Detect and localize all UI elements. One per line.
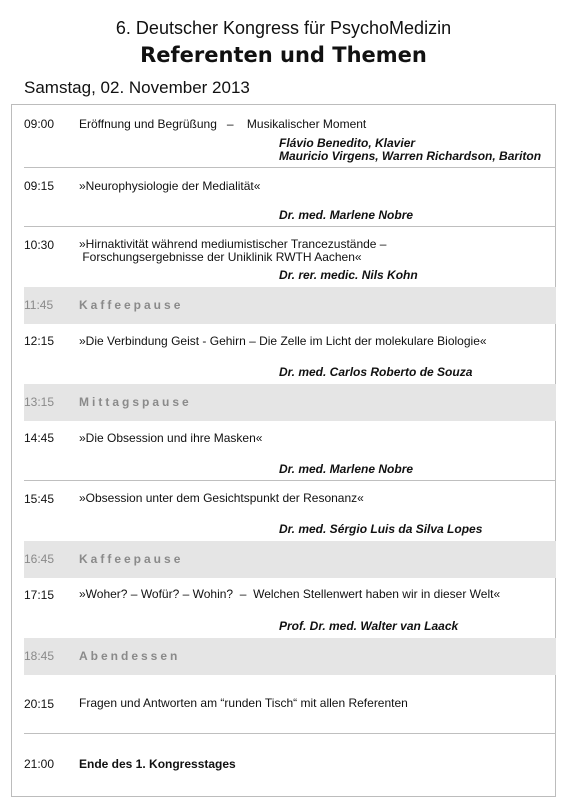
divider — [24, 733, 556, 734]
time-1315: 13:15 — [24, 395, 55, 409]
break-label-1845: Abendessen — [79, 649, 181, 663]
topic-1030-line1: »Hirnaktivität während mediumistischer Trancezustände – — [79, 237, 387, 251]
time-2015: 20:15 — [24, 697, 55, 711]
break-label-1145: Kaffeepause — [79, 298, 184, 312]
time-1645: 16:45 — [24, 552, 55, 566]
time-1145: 11:45 — [24, 298, 54, 312]
speaker-0900-a: Flávio Benedito, Klavier — [279, 136, 416, 150]
program-date: Samstag, 02. November 2013 — [24, 78, 250, 97]
time-1030: 10:30 — [24, 238, 55, 252]
program-table — [11, 104, 556, 797]
topic-0915: »Neurophysiologie der Medialität« — [79, 179, 261, 193]
end-of-day: Ende des 1. Kongresstages — [79, 757, 236, 771]
time-1445: 14:45 — [24, 431, 55, 445]
time-0915: 09:15 — [24, 179, 55, 193]
time-1715: 17:15 — [24, 588, 55, 602]
time-1845: 18:45 — [24, 649, 55, 663]
break-row-1145 — [24, 287, 556, 324]
topic-1715: »Woher? – Wofür? – Wohin? – Welchen Stellenwert haben wir in dieser Welt« — [79, 587, 501, 601]
break-row-1315 — [24, 384, 556, 421]
time-0900: 09:00 — [24, 117, 55, 131]
divider — [24, 167, 556, 168]
speaker-0915: Dr. med. Marlene Nobre — [279, 208, 414, 222]
congress-title: 6. Deutscher Kongress für PsychoMedizin — [115, 18, 452, 38]
break-row-1645 — [24, 541, 556, 578]
topic-1445: »Die Obsession und ihre Masken« — [79, 431, 263, 445]
topic-1030-line2: Forschungsergebnisse der Uniklinik RWTH Aachen« — [79, 250, 362, 264]
break-row-1845 — [24, 638, 556, 675]
speaker-1030: Dr. rer. medic. Nils Kohn — [279, 268, 418, 282]
time-1215: 12:15 — [24, 334, 55, 348]
speaker-0900-b: Mauricio Virgens, Warren Richardson, Bariton — [279, 149, 542, 163]
speaker-1215: Dr. med. Carlos Roberto de Souza — [279, 365, 473, 379]
divider — [24, 226, 556, 227]
divider — [24, 480, 556, 481]
topic-1545: »Obsession unter dem Gesichtspunkt der Resonanz« — [79, 491, 364, 505]
page-subtitle: Referenten und Themen — [140, 43, 427, 67]
time-2100: 21:00 — [24, 757, 55, 771]
speaker-1715: Prof. Dr. med. Walter van Laack — [279, 619, 459, 633]
time-1545: 15:45 — [24, 492, 55, 506]
speaker-1545: Dr. med. Sérgio Luis da Silva Lopes — [279, 522, 483, 536]
speaker-1445: Dr. med. Marlene Nobre — [279, 462, 414, 476]
topic-1215: »Die Verbindung Geist - Gehirn – Die Zelle im Licht der molekulare Biologie« — [79, 334, 487, 348]
break-label-1315: Mittagspause — [79, 395, 192, 409]
topic-0900: Eröffnung und Begrüßung – Musikalischer Moment — [79, 117, 367, 131]
topic-2015: Fragen und Antworten am “runden Tisch“ mit allen Referenten — [79, 696, 408, 710]
break-label-1645: Kaffeepause — [79, 552, 184, 566]
